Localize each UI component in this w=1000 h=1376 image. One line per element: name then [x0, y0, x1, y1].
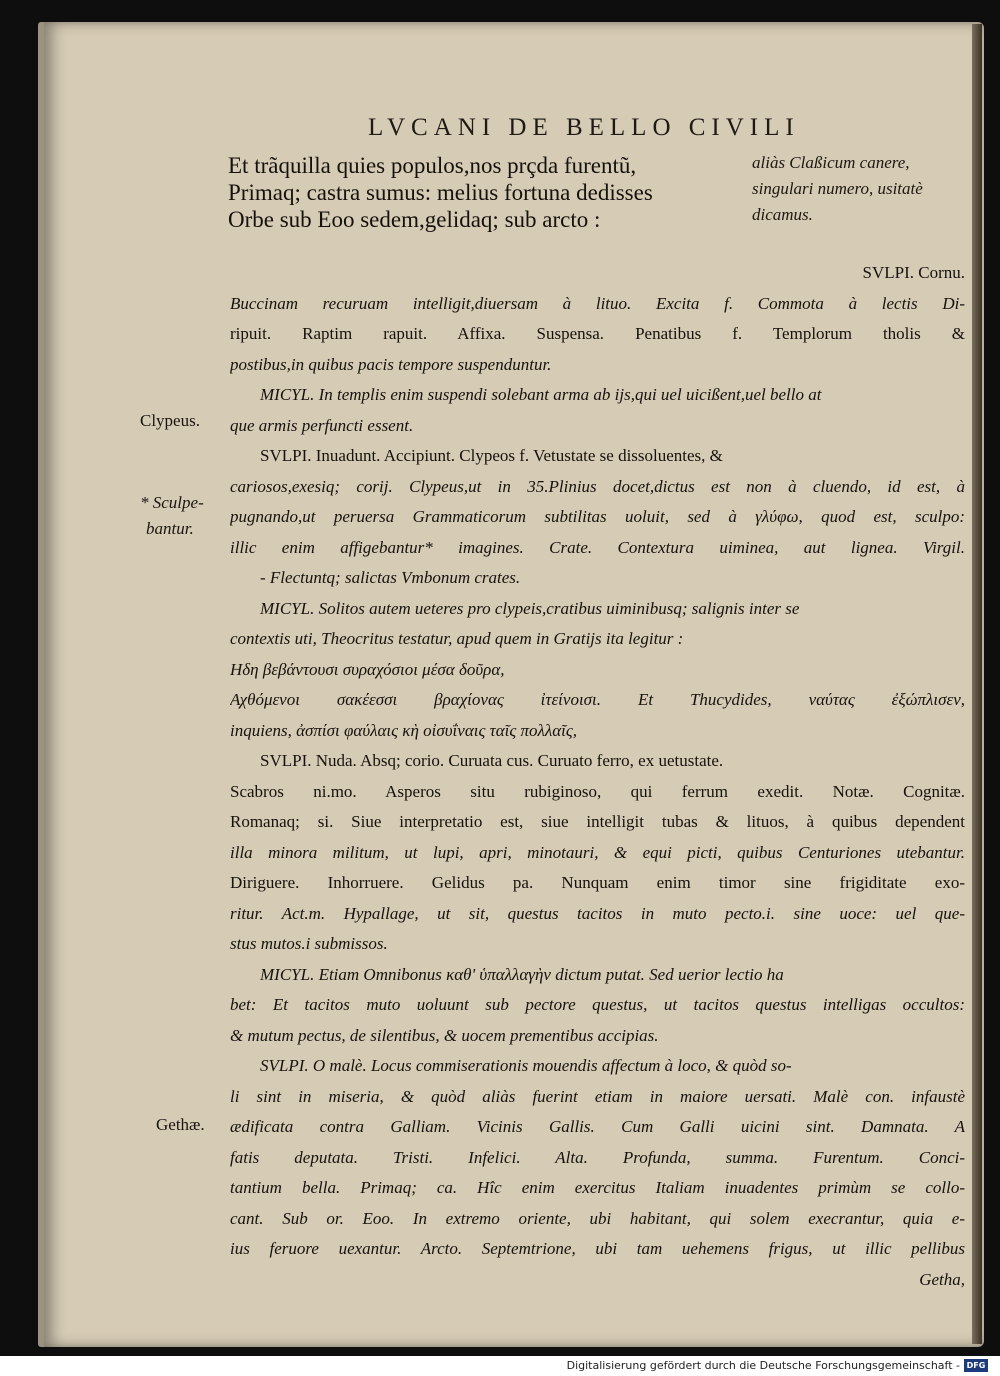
commentary-line: ritur. Act.m. Hypallage, ut sit, questus tacitos in muto pecto.i. sine uoce: uel que- — [230, 903, 965, 923]
dfg-logo: DFG — [964, 1359, 988, 1372]
commentary-line: li sint in miseria, & quòd aliàs fuerint etiam in maiore uersati. Malè con. infaustè — [230, 1086, 965, 1106]
commentary-line: pugnando,ut peruersa Grammaticorum subtilitas uoluit, sed à γλύφω, quod est, sculpo: — [230, 507, 965, 526]
verse-side-note — [752, 150, 962, 228]
margin-note-sculpebantur-cont: bantur. — [146, 519, 194, 538]
side-note-line: dicamus. — [752, 205, 813, 224]
commentary-line: stus mutos.i submissos. — [230, 934, 388, 953]
commentary-line: fatis deputata. Tristi. Infelici. Alta. Profunda, summa. Furentum. Conci- — [230, 1147, 965, 1167]
verse-line: Primaq; castra sumus: melius fortuna dedisses — [228, 180, 653, 205]
commentary-line: cariosos,exesiq; corij. Clypeus,ut in 35.Plinius docet,dictus est non à cluendo, id est, à — [230, 476, 965, 496]
commentary-line: ius feruore uexantur. Arcto. Septemtrione, ubi tam uehemens frigus, ut illic pellibus — [230, 1239, 965, 1258]
commentary-line: ædificata contra Galliam. Vicinis Gallis. Cum Galli uicini sint. Damnata. A — [230, 1117, 965, 1136]
commentary-line: SVLPI. Nuda. Absq; corio. Curuata cus. Curuato ferro, ex uetustate. — [260, 751, 724, 770]
commentary-line: que armis perfuncti essent. — [230, 415, 414, 435]
commentary-line: MICYL. Etiam Omnibonus καθ' ὑπαλλαγὴν dictum putat. Sed uerior lectio ha — [260, 964, 784, 984]
commentary-line: MICYL. In templis enim suspendi solebant arma ab ijs,qui uel uicißent,uel bello at — [260, 385, 822, 404]
margin-note-sculpebantur: * Sculpe- — [140, 493, 204, 512]
commentary-line: Αχθόμενοι σακέεσσι βραχίονας ἰτείνοισι. Et Thucydides, ναύτας ἐξώπλισεν, — [230, 690, 965, 709]
commentary-block — [230, 258, 965, 1295]
commentary-line: - Flectuntq; salictas Vmbonum crates. — [260, 568, 521, 587]
side-note-line: singulari numero, usitatè — [752, 179, 923, 198]
commentary-line: SVLPI. Cornu. — [862, 263, 965, 282]
margin-note-gethae: Gethæ. — [156, 1115, 205, 1134]
commentary-line: illic enim affigebantur* imagines. Crate. Contextura uiminea, aut lignea. Virgil. — [230, 537, 965, 557]
verse-line: Orbe sub Eoo sedem,gelidaq; sub arcto : — [228, 207, 601, 232]
verse-line: Et trãquilla quies populos,nos prçda furentũ, — [228, 153, 637, 178]
commentary-line: SVLPI. O malè. Locus commiserationis mouendis affectum à loco, & quòd so- — [260, 1056, 792, 1075]
commentary-line: SVLPI. Inuadunt. Accipiunt. Clypeos f. Vetustate se dissoluentes, & — [260, 446, 723, 465]
footer-credit: Digitalisierung gefördert durch die Deutsche Forschungsgemeinschaft - — [566, 1359, 960, 1372]
commentary-line: cant. Sub or. Eoo. In extremo oriente, ubi habitant, qui solem execrantur, quia e- — [230, 1208, 965, 1228]
commentary-line: ripuit. Raptim rapuit. Affixa. Suspensa. Penatibus f. Templorum tholis & — [230, 324, 965, 343]
verse-block — [228, 152, 728, 233]
commentary-line: & mutum pectus, de silentibus, & uocem prementibus accipias. — [230, 1025, 659, 1045]
running-head: LVCANI DE BELLO CIVILI — [368, 114, 800, 141]
commentary-line: Romanaq; si. Siue interpretatio est, siue intelligit tubas & lituos, à quibus dependent — [230, 812, 965, 831]
commentary-line: Buccinam recuruam intelligit,diuersam à lituo. Excita f. Commota à lectis Di- — [230, 293, 965, 313]
commentary-line: illa minora militum, ut lupi, apri, minotauri, & equi picti, quibus Centuriones utebantur. — [230, 842, 965, 862]
side-note-line: aliàs Claßicum canere, — [752, 153, 910, 172]
catchword: Getha, — [919, 1269, 965, 1289]
commentary-line: bet: Et tacitos muto uoluunt sub pectore questus, ut tacitos questus intelligas occultos: — [230, 995, 965, 1014]
commentary-line: postibus,in quibus pacis tempore suspenduntur. — [230, 354, 552, 374]
commentary-line: Ηδη βεβάντουσι συραχόσιοι μέσα δοῦρα, — [230, 659, 505, 679]
commentary-line: Scabros ni.mo. Asperos situ rubiginoso, qui ferrum exedit. Notæ. Cognitæ. — [230, 781, 965, 801]
commentary-line: inquiens, ἀσπίσι φαύλαις κὴ οἰσυΐναις ταῖς πολλαῖς, — [230, 720, 578, 740]
page-edge — [972, 24, 982, 1344]
commentary-line: contextis uti, Theocritus testatur, apud quem in Gratijs ita legitur : — [230, 629, 684, 648]
commentary-line: MICYL. Solitos autem ueteres pro clypeis,cratibus uiminibusq; salignis inter se — [260, 598, 800, 618]
commentary-line: tantium bella. Primaq; ca. Hîc enim exercitus Italiam inuadentes primùm se collo- — [230, 1178, 965, 1197]
margin-note-clypeus: Clypeus. — [140, 411, 200, 430]
commentary-line: Diriguere. Inhorruere. Gelidus pa. Nunquam enim timor sine frigiditate exo- — [230, 873, 965, 892]
